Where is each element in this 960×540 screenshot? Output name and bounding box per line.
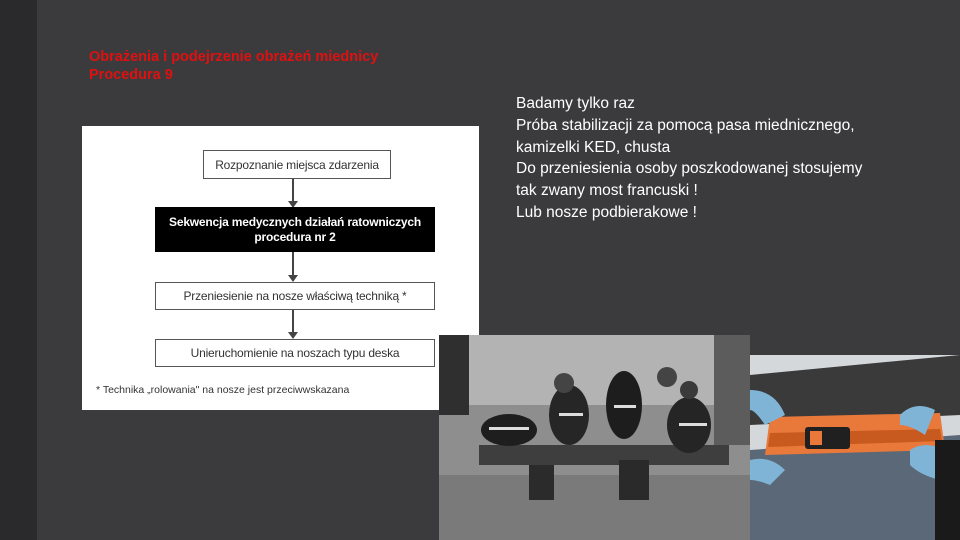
slide-title <box>89 48 378 84</box>
flow-step-4: Unieruchomienie na noszach typu deska <box>155 339 435 367</box>
body-line: tak zwany most francuski ! <box>516 182 698 200</box>
flow-footnote: * Technika „rolowania" na nosze jest przeciwwskazana <box>96 384 350 396</box>
flow-step-1: Rozpoznanie miejsca zdarzenia <box>203 150 391 179</box>
title-line-2: Procedura 9 <box>89 67 173 83</box>
flow-step-2 <box>155 207 435 252</box>
title-line-1: Obrażenia i podejrzenie obrażeń miednicy <box>89 49 379 65</box>
body-line: Próba stabilizacji za pomocą pasa miednicznego, <box>516 116 855 134</box>
body-line: Lub nosze podbierakowe ! <box>516 203 697 221</box>
flow-arrow-2 <box>292 252 294 276</box>
body-line: Badamy tylko raz <box>516 95 635 112</box>
flow-step-2-line-1: Sekwencja medycznych działań ratowniczych <box>169 214 421 229</box>
photo-pelvic-belt <box>750 355 960 540</box>
left-side-strip <box>0 0 37 540</box>
slide-body-text <box>516 93 946 224</box>
body-line: kamizelki KED, chusta <box>516 138 671 156</box>
flow-arrow-3 <box>292 310 294 333</box>
photo-rescuers-lifting-patient <box>439 335 750 540</box>
flow-step-2-line-2: procedura nr 2 <box>254 229 336 244</box>
procedure-flowchart <box>82 126 479 410</box>
flow-arrow-1 <box>292 179 294 202</box>
flow-step-3: Przeniesienie na nosze właściwą techniką * <box>155 282 435 310</box>
body-line: Do przeniesienia osoby poszkodowanej stosujemy <box>516 160 863 178</box>
